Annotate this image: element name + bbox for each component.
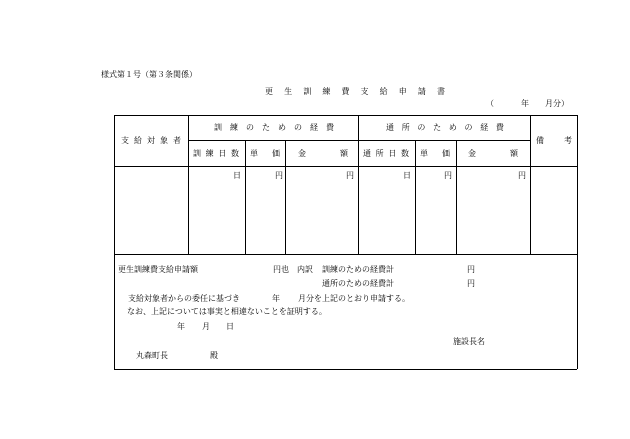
training-amount-header-char: 額 [340, 149, 348, 158]
recipient-header-char: 給 [134, 136, 142, 145]
commute-days-header-char: 所 [375, 149, 384, 158]
training-amount-header [298, 150, 348, 158]
commute-amount-header-char: 金 [468, 149, 476, 158]
training-cost-group-header-char: た [262, 123, 270, 132]
training-days-header-char: 練 [205, 149, 214, 158]
commute-cost-group-header [386, 124, 504, 132]
period-year: 年 [521, 99, 529, 108]
training-unit-price-unit: 円 [275, 171, 283, 180]
commute-cost-total-label: 通所のための経費計 [322, 279, 394, 288]
commute-days-unit: 日 [403, 171, 411, 180]
training-cost-group-header-char: の [294, 123, 302, 132]
commute-cost-group-header-char: の [417, 123, 426, 132]
form-title-char: 費 [341, 87, 350, 96]
commute-amount-header-char: 額 [510, 149, 518, 158]
recipient-header-char: 支 [121, 136, 129, 145]
commute-cost-group-header-char: た [433, 123, 442, 132]
training-days-header-char: 数 [230, 149, 239, 158]
training-cost-group-header-char: 練 [230, 123, 238, 132]
delegation-year: 年 [272, 294, 280, 303]
training-days-header-char: 訓 [193, 149, 201, 158]
commute-cost-group-header-char: め [448, 123, 457, 132]
recipient-header-char: 象 [160, 136, 168, 145]
form-title-char: 申 [398, 87, 407, 96]
form-number: 様式第１号（第３条関係） [101, 70, 197, 79]
facility-head-label: 施設長名 [453, 337, 485, 346]
recipient-header [121, 137, 181, 145]
training-unit-price-header-char: 単 [250, 149, 258, 158]
date-day: 日 [226, 322, 234, 331]
training-cost-group-header-char: 訓 [214, 123, 222, 132]
certification-text: なお、上記については事実と相違ないことを証明する。 [127, 307, 327, 316]
training-cost-total-label: 訓練のための経費計 [322, 265, 394, 274]
training-amount-unit: 円 [346, 171, 354, 180]
training-days-header-char: 日 [218, 149, 227, 158]
training-days-unit: 日 [233, 171, 241, 180]
addressee: 丸森町長 [136, 351, 168, 360]
commute-unit-price-header [420, 150, 450, 158]
commute-days-header-char: 通 [363, 149, 371, 158]
commute-amount-unit: 円 [518, 171, 526, 180]
commute-cost-group-header-char: 費 [495, 123, 504, 132]
commute-unit-price-unit: 円 [444, 171, 452, 180]
form-title-char: 支 [360, 87, 369, 96]
recipient-header-char: 者 [173, 136, 181, 145]
delegation-text-prefix: 支給対象者からの委任に基づき [128, 294, 240, 303]
remarks-header-char: 考 [564, 136, 572, 145]
commute-cost-group-header-char: 通 [386, 123, 394, 132]
training-cost-group-header-char: 経 [310, 123, 318, 132]
form-title-char: 請 [417, 87, 426, 96]
form-title [265, 88, 445, 96]
period-month: 月分） [545, 99, 569, 108]
training-unit-price-header-char: 価 [272, 149, 280, 158]
training-unit-price-header [250, 150, 280, 158]
training-amount-header-char: 金 [298, 149, 306, 158]
commute-unit-price-header-char: 単 [420, 149, 428, 158]
commute-cost-total-unit: 円 [467, 279, 475, 288]
training-cost-total-unit: 円 [467, 265, 475, 274]
date-year: 年 [177, 322, 185, 331]
commute-amount-header [468, 150, 518, 158]
period-open: （ [486, 99, 494, 108]
honorific: 殿 [210, 351, 218, 360]
commute-cost-group-header-char: 所 [401, 123, 410, 132]
commute-days-header-char: 数 [400, 149, 409, 158]
breakdown-label: 内訳 [297, 265, 313, 274]
remarks-header [536, 137, 572, 145]
commute-cost-group-header-char: 経 [480, 123, 489, 132]
commute-cost-group-header-char: の [464, 123, 473, 132]
form-title-char: 書 [436, 87, 445, 96]
training-days-header [193, 150, 239, 158]
form-title-char: 給 [379, 87, 388, 96]
commute-days-header [363, 150, 409, 158]
form-title-char: 練 [322, 87, 331, 96]
training-cost-group-header-char: 費 [326, 123, 334, 132]
training-cost-group-header-char: の [246, 123, 254, 132]
training-cost-group-header [214, 124, 334, 132]
remarks-header-char: 備 [536, 136, 544, 145]
delegation-text-suffix: 月分を上記のとおり申請する。 [298, 294, 410, 303]
form-title-char: 訓 [303, 87, 312, 96]
form-title-char: 生 [284, 87, 293, 96]
date-month: 月 [202, 322, 210, 331]
total-application-label: 更生訓練費支給申請額 [118, 265, 198, 274]
commute-days-header-char: 日 [388, 149, 397, 158]
commute-unit-price-header-char: 価 [442, 149, 450, 158]
form-title-char: 更 [265, 87, 273, 96]
training-cost-group-header-char: め [278, 123, 286, 132]
total-application-unit: 円也 [273, 265, 289, 274]
recipient-header-char: 対 [147, 136, 155, 145]
